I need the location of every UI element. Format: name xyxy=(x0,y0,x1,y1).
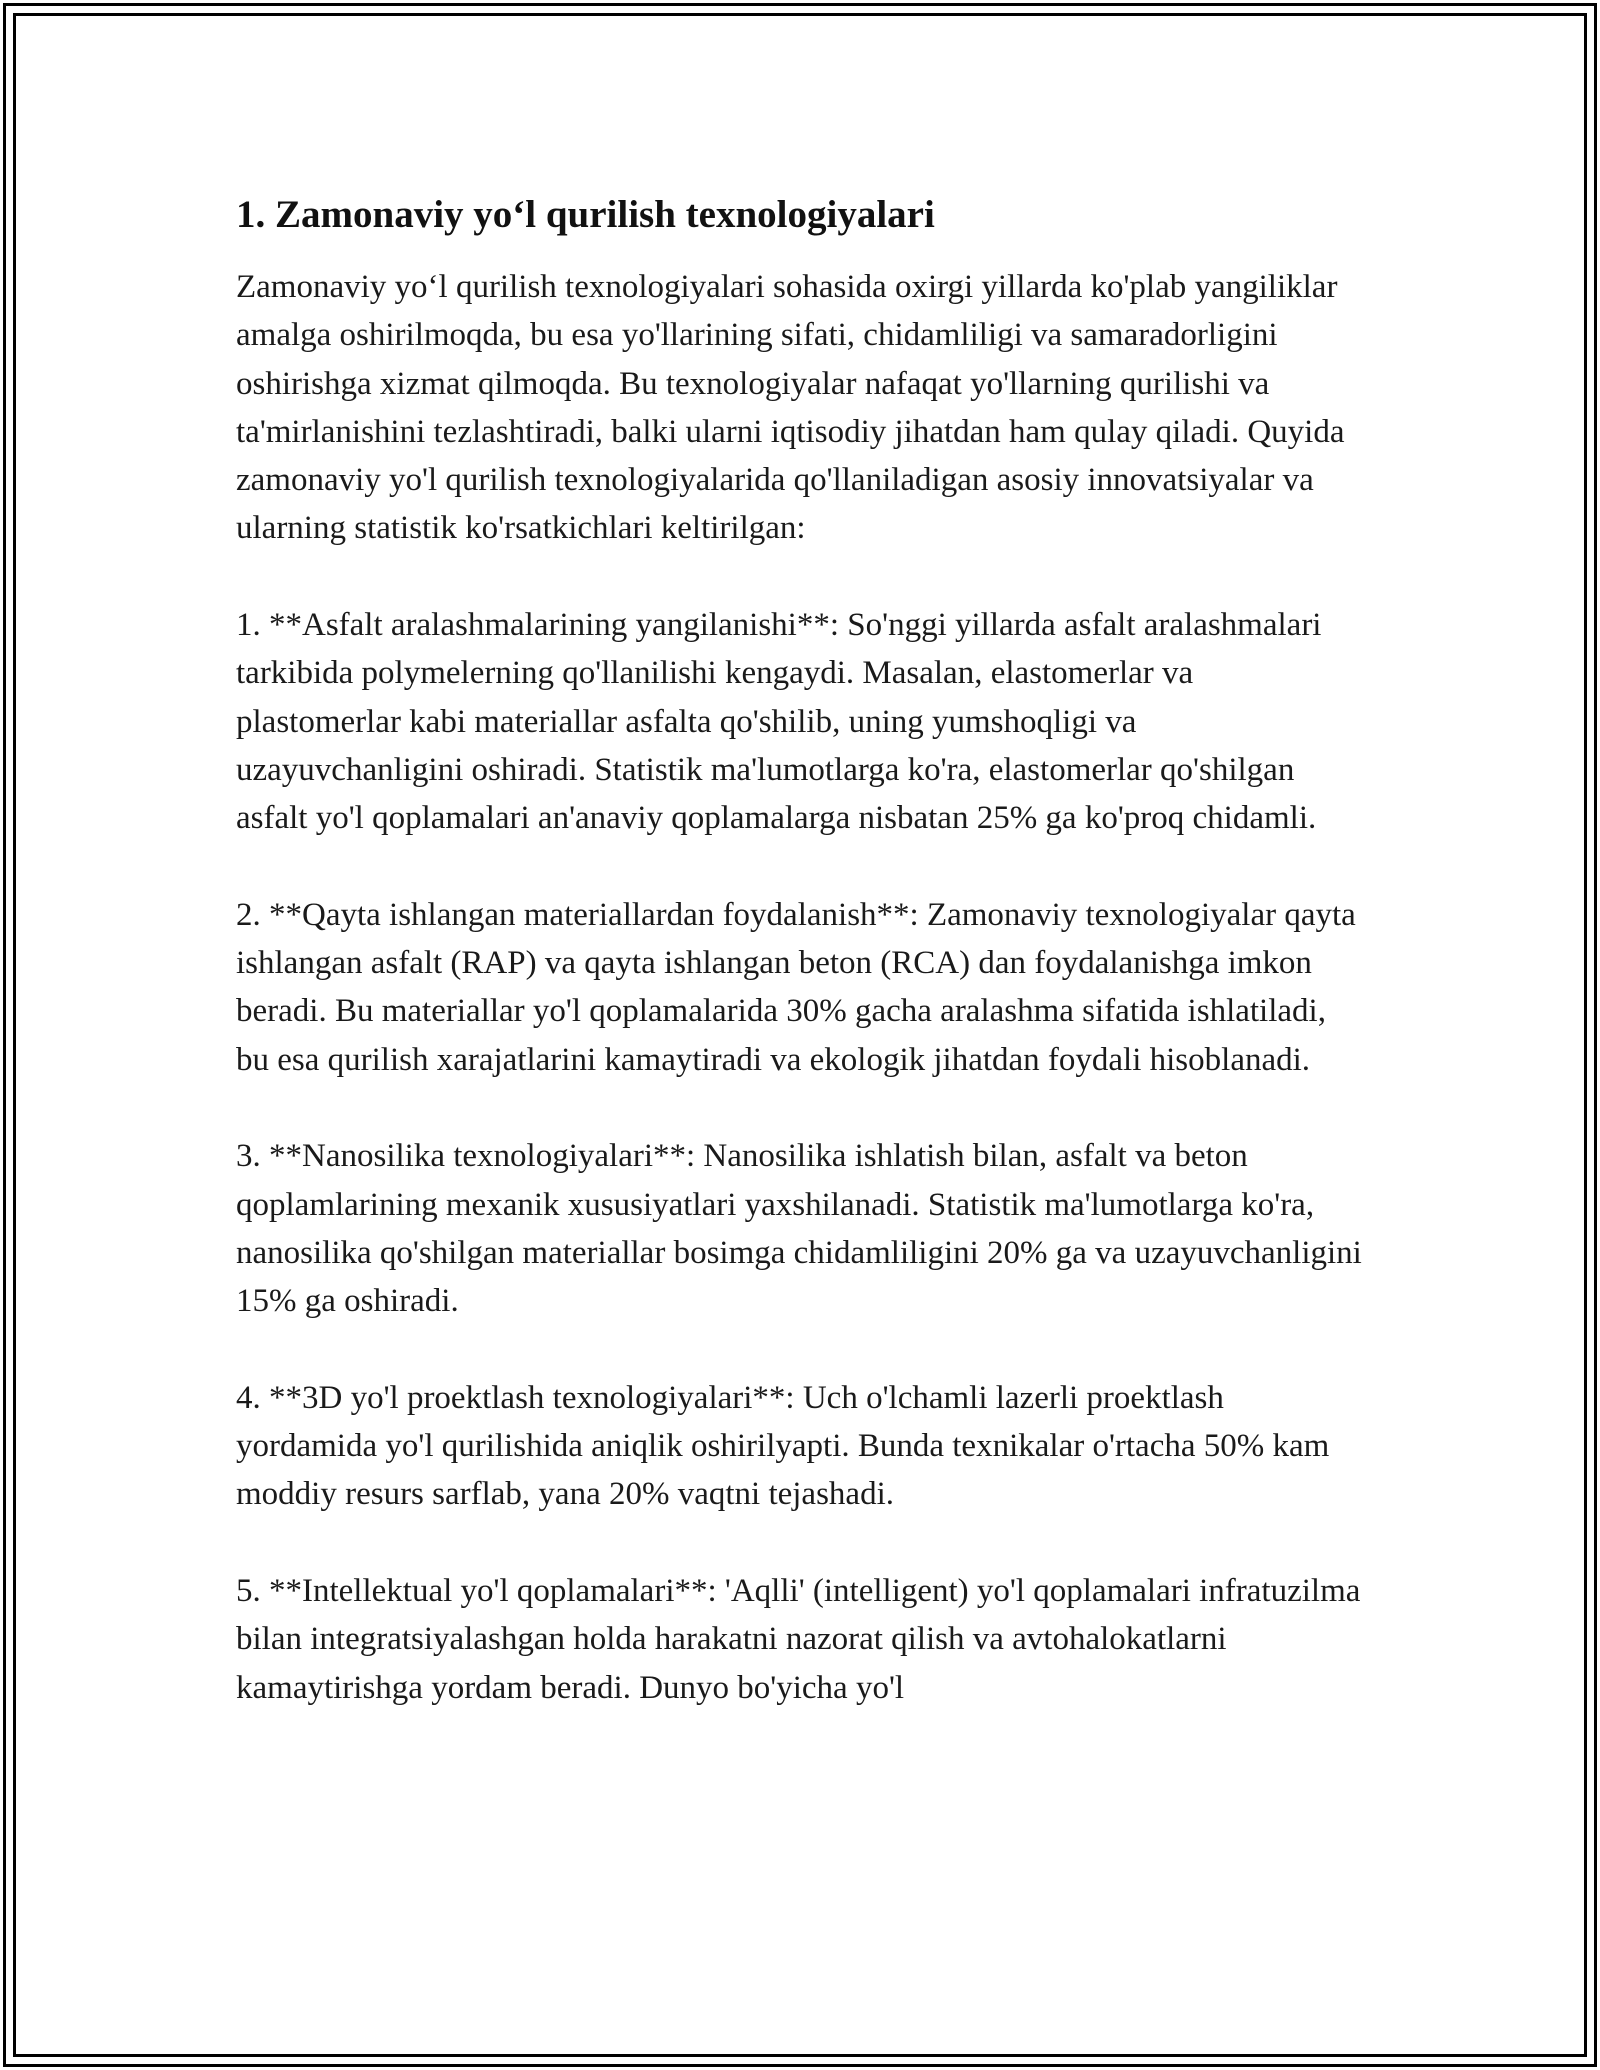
document-body xyxy=(236,180,1366,1712)
list-item-recycled-materials: 2. **Qayta ishlangan materiallardan foydalanish**: Zamonaviy texnologiyalar qayta ishlangan asfalt (RAP) va qayta ishlangan beton (RCA) dan foydalanishga imkon beradi. Bu materiallar yo'l qoplamalarida 30% gacha aralashma sifatida ishlatiladi, bu esa qurilish xarajatlarini kamaytiradi va ekologik jihatdan foydali hisoblanadi. xyxy=(236,896,1356,1078)
section-title: 1. Zamonaviy yo‘l qurilish texnologiyalari xyxy=(236,193,935,236)
list-item-3d-design: 4. **3D yo'l proektlash texnologiyalari**: Uch o'lchamli lazerli proektlash yordamida yo'l qurilishida aniqlik oshirilyapti. Bunda texnikalar o'rtacha 50% kam moddiy resurs sarflab, yana 20% vaqtni tejashadi. xyxy=(236,1379,1330,1513)
list-item-nanosilica: 3. **Nanosilika texnologiyalari**: Nanosilika ishlatish bilan, asfalt va beton qoplamlarining mexanik xususiyatlari yaxshilanadi. Statistik ma'lumotlarga ko'ra, nanosilika qo'shilgan materiallar bosimga chidamliligini 20% ga va uzayuvchanligini 15% ga oshiradi. xyxy=(236,1138,1362,1320)
intro-paragraph: Zamonaviy yo‘l qurilish texnologiyalari sohasida oxirgi yillarda ko'plab yangiliklar amalga oshirilmoqda, bu esa yo'llarining sifati, chidamliligi va samaradorligini oshirishga xizmat qilmoqda. Bu texnologiyalar nafaqat yo'llarning qurilishi va ta'mirlanishini tezlashtiradi, balki ularni iqtisodiy jihatdan ham qulay qiladi. Quyida zamonaviy yo'l qurilish texnologiyalarida qo'llaniladigan asosiy innovatsiyalar va ularning statistik ko'rsatkichlari keltirilgan: xyxy=(236,269,1345,547)
list-item-asphalt-mixtures: 1. **Asfalt aralashmalarining yangilanishi**: So'nggi yillarda asfalt aralashmalari tarkibida polymelerning qo'llanilishi kengaydi. Masalan, elastomerlar va plastomerlar kabi materiallar asfalta qo'shilib, uning yumshoqligi va uzayuvchanligini oshiradi. Statistik ma'lumotlarga ko'ra, elastomerlar qo'shilgan asfalt yo'l qoplamalari an'anaviy qoplamalarga nisbatan 25% ga ko'proq chidamli. xyxy=(236,607,1322,837)
list-item-intelligent-pavements: 5. **Intellektual yo'l qoplamalari**: 'Aqlli' (intelligent) yo'l qoplamalari infratuzilma bilan integratsiyalashgan holda harakatni nazorat qilish va avtohalokatlarni kamaytirishga yordam beradi. Dunyo bo'yicha yo'l xyxy=(236,1573,1361,1706)
